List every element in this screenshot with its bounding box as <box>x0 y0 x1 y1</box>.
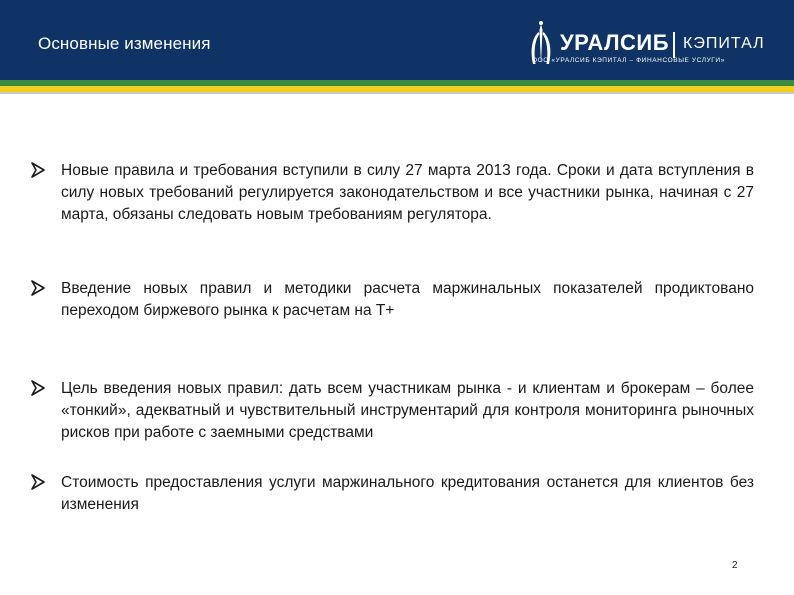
logo-subtitle: ООО «УРАЛСИБ КЭПИТАЛ – ФИНАНСОВЫЕ УСЛУГИ» <box>532 57 725 64</box>
uralsib-capital-logo <box>526 20 788 72</box>
page-number: 2 <box>732 560 738 571</box>
bullet-text: Новые правила и требования вступили в силу 27 марта 2013 года. Сроки и дата вступления в силу новых требований регулируется законодательством и все участники рынка, начиная с 27 марта, обязаны следовать новым требованиям регулятора. <box>61 162 754 223</box>
bullet-text: Введение новых правил и методики расчета маржинальных показателей продиктовано переходом биржевого рынка к расчетам на Т+ <box>61 280 754 319</box>
bullet-text: Цель введения новых правил: дать всем участникам рынка - и клиентам и брокерам – более «тонкий», адекватный и чувствительный инструментарий для контроля мониторинга рыночных рисков при работе с заемными средствами <box>61 380 754 441</box>
logo-name: УРАЛСИБ <box>560 30 670 55</box>
arrow-bullet-icon <box>30 474 46 490</box>
arrow-bullet-icon <box>30 380 46 396</box>
logo-divider <box>673 32 675 58</box>
arrow-bullet-icon <box>30 162 46 178</box>
slide-title: Основные изменения <box>38 34 211 53</box>
logo-capital: КЭПИТАЛ <box>683 35 765 52</box>
slide-header <box>0 0 794 80</box>
bullet-text: Стоимость предоставления услуги маржинального кредитования останется для клиентов без изменения <box>61 474 754 513</box>
arrow-bullet-icon <box>30 280 46 296</box>
header-stripe-gray <box>0 92 794 94</box>
